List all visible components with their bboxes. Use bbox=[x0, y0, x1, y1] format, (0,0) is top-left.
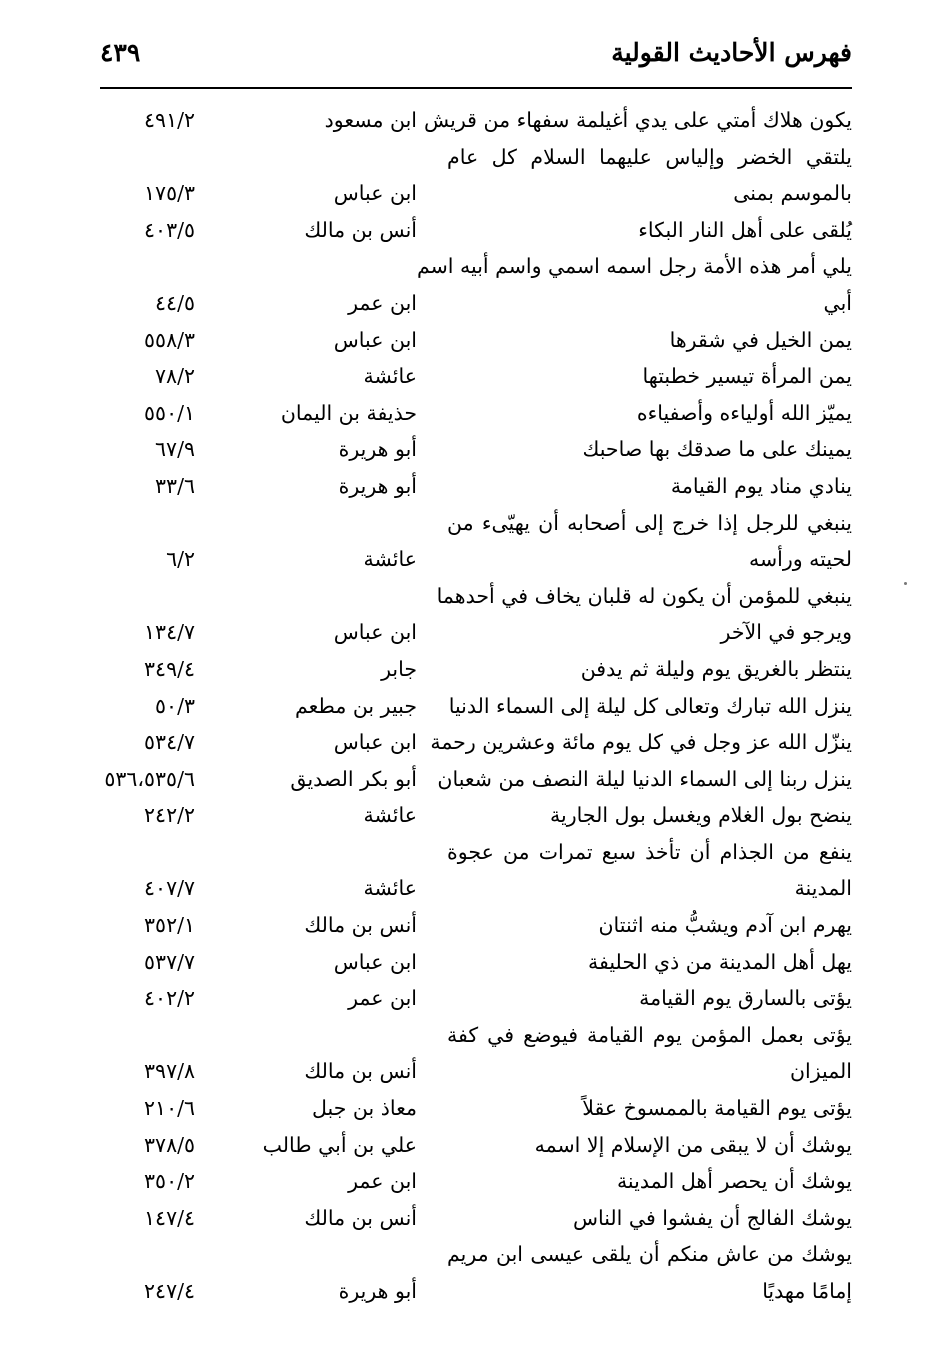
hadith-text: لحيته ورأسه bbox=[748, 547, 852, 572]
narrator-name: أنس بن مالك bbox=[304, 1059, 417, 1084]
index-entry bbox=[100, 651, 852, 688]
volume-page-reference: ٢٤٧/٤ bbox=[144, 1279, 195, 1303]
volume-page-reference: ٦/٢ bbox=[166, 547, 195, 572]
hadith-text: يؤتى يوم القيامة بالممسوخ عقلاً bbox=[582, 1096, 852, 1121]
entry-line bbox=[100, 1236, 852, 1273]
volume-page-reference: ٣٣/٦ bbox=[155, 473, 195, 498]
volume-page-reference: ٤٤/٥ bbox=[155, 290, 195, 315]
running-title: فهرس الأحاديث القولية bbox=[611, 38, 852, 67]
volume-page-reference: ١٤٧/٤ bbox=[144, 1205, 195, 1230]
volume-page-reference: ٧٨/٢ bbox=[155, 364, 195, 389]
entry-line bbox=[100, 1200, 852, 1237]
entry-line bbox=[100, 212, 852, 249]
volume-page-reference: ٢١٠/٦ bbox=[144, 1096, 195, 1121]
entry-line bbox=[100, 1163, 852, 1200]
narrator-name: حذيفة بن اليمان bbox=[280, 400, 417, 425]
page-header bbox=[100, 30, 852, 80]
entry-line bbox=[100, 651, 852, 688]
narrator-name: أبو هريرة bbox=[338, 437, 417, 462]
hadith-text: يمن الخيل في شقرها bbox=[669, 327, 852, 352]
volume-page-reference: ٥٣٧/٧ bbox=[144, 949, 195, 974]
hadith-text: ينبغي للرجل إذا خرج إلى أصحابه أن يهيّىء من bbox=[447, 510, 852, 535]
entry-line bbox=[100, 505, 852, 542]
entry-line bbox=[100, 797, 852, 834]
narrator-name: عائشة bbox=[363, 803, 417, 828]
narrator-name: ابن عمر bbox=[348, 986, 417, 1011]
index-entry bbox=[100, 139, 852, 212]
hadith-text: ويرجو في الآخر bbox=[720, 620, 852, 645]
index-entry bbox=[100, 395, 852, 432]
entry-line bbox=[100, 102, 852, 139]
volume-page-reference: ٣٧٨/٥ bbox=[144, 1132, 195, 1157]
hadith-text: ينضح بول الغلام ويغسل بول الجارية bbox=[550, 803, 852, 828]
index-entry bbox=[100, 468, 852, 505]
index-entry bbox=[100, 761, 852, 798]
hadith-text: يوشك الفالج أن يفشوا في الناس bbox=[572, 1205, 852, 1230]
hadith-text: يمن المرأة تيسير خطبتها bbox=[642, 364, 852, 389]
entry-line bbox=[100, 1090, 852, 1127]
entry-line bbox=[100, 358, 852, 395]
header-divider bbox=[100, 87, 852, 89]
hadith-text: ينفع من الجذام أن تأخذ سبع تمرات من عجوة bbox=[447, 839, 852, 864]
volume-page-reference: ٢٤٢/٢ bbox=[144, 803, 195, 828]
volume-page-reference: ٤٩١/٢ bbox=[144, 108, 195, 132]
index-entry bbox=[100, 1200, 852, 1237]
entry-line bbox=[100, 285, 852, 322]
index-entry bbox=[100, 212, 852, 249]
index-entry bbox=[100, 834, 852, 907]
entry-line bbox=[100, 139, 852, 176]
narrator-name: جابر bbox=[381, 656, 417, 681]
hadith-text: يكون هلاك أمتي على يدي أغيلمة سفهاء من قريش bbox=[424, 108, 852, 132]
hadith-text: يوشك من عاش منكم أن يلقى عيسى ابن مريم bbox=[447, 1242, 852, 1267]
hadith-text: يهل أهل المدينة من ذي الحليفة bbox=[588, 949, 852, 974]
narrator-name: ابن مسعود bbox=[324, 108, 417, 132]
entry-line bbox=[100, 468, 852, 505]
hadith-text: ينزّل الله عز وجل في كل يوم مائة وعشرين رحمة bbox=[430, 730, 852, 755]
entry-line bbox=[100, 834, 852, 871]
volume-page-reference: ٥٠/٣ bbox=[155, 693, 195, 718]
narrator-name: عائشة bbox=[363, 876, 417, 901]
entry-line bbox=[100, 724, 852, 761]
index-entry bbox=[100, 1163, 852, 1200]
narrator-name: أبو هريرة bbox=[338, 1279, 417, 1303]
narrator-name: ابن عباس bbox=[333, 620, 417, 645]
volume-page-reference: ٥٣٦،٥٣٥/٦ bbox=[104, 766, 195, 791]
entry-line bbox=[100, 541, 852, 578]
index-entry bbox=[100, 431, 852, 468]
index-entry bbox=[100, 102, 852, 139]
narrator-name: ابن عباس bbox=[333, 949, 417, 974]
hadith-text: ينادي مناد يوم القيامة bbox=[670, 473, 852, 498]
volume-page-reference: ٦٧/٩ bbox=[155, 437, 195, 462]
index-entry bbox=[100, 944, 852, 981]
hadith-index-list bbox=[100, 102, 852, 1310]
hadith-text: ينزل الله تبارك وتعالى كل ليلة إلى السماء الدنيا bbox=[448, 693, 852, 718]
volume-page-reference: ٥٥٨/٣ bbox=[144, 327, 195, 352]
entry-line bbox=[100, 1273, 852, 1310]
entry-line bbox=[100, 944, 852, 981]
entry-line bbox=[100, 761, 852, 798]
narrator-name: ابن عباس bbox=[333, 181, 417, 206]
page-number: ٤٣٩ bbox=[100, 38, 141, 67]
narrator-name: أبو هريرة bbox=[338, 473, 417, 498]
index-entry bbox=[100, 1017, 852, 1090]
entry-line bbox=[100, 980, 852, 1017]
hadith-text: يوشك أن يحصر أهل المدينة bbox=[616, 1169, 852, 1194]
narrator-name: ابن عمر bbox=[348, 1169, 417, 1194]
volume-page-reference: ٣٤٩/٤ bbox=[144, 656, 195, 681]
volume-page-reference: ١٣٤/٧ bbox=[144, 620, 195, 645]
hadith-text: يُلقى على أهل النار البكاء bbox=[638, 217, 852, 242]
narrator-name: عائشة bbox=[363, 364, 417, 389]
entry-line bbox=[100, 907, 852, 944]
hadith-text: يمينك على ما صدقك بها صاحبك bbox=[582, 437, 852, 462]
hadith-text: يلتقي الخضر وإلياس عليهما السلام كل عام bbox=[447, 144, 852, 169]
volume-page-reference: ٣٥٠/٢ bbox=[144, 1169, 195, 1194]
hadith-text: ينتظر بالغريق يوم وليلة ثم يدفن bbox=[580, 656, 852, 681]
entry-line bbox=[100, 688, 852, 725]
narrator-name: ابن عباس bbox=[333, 327, 417, 352]
narrator-name: أنس بن مالك bbox=[304, 217, 417, 242]
index-entry bbox=[100, 322, 852, 359]
hadith-text: يميّز الله أولياءه وأصفياءه bbox=[636, 400, 852, 425]
hadith-text: يلي أمر هذه الأمة رجل اسمه اسمي واسم أبيه اسم bbox=[416, 254, 852, 279]
entry-line bbox=[100, 870, 852, 907]
narrator-name: علي بن أبي طالب bbox=[262, 1132, 417, 1157]
index-entry bbox=[100, 688, 852, 725]
narrator-name: أنس بن مالك bbox=[304, 1205, 417, 1230]
entry-line bbox=[100, 175, 852, 212]
entry-line bbox=[100, 1053, 852, 1090]
hadith-text: ينزل ربنا إلى السماء الدنيا ليلة النصف من شعبان bbox=[437, 766, 852, 791]
narrator-name: ابن عباس bbox=[333, 730, 417, 755]
narrator-name: عائشة bbox=[363, 547, 417, 572]
entry-line bbox=[100, 322, 852, 359]
narrator-name: معاذ بن جبل bbox=[312, 1096, 417, 1121]
volume-page-reference: ٤٠٧/٧ bbox=[144, 876, 195, 901]
volume-page-reference: ٣٥٢/١ bbox=[144, 913, 195, 938]
index-entry bbox=[100, 578, 852, 651]
entry-line bbox=[100, 395, 852, 432]
hadith-text: يوشك أن لا يبقى من الإسلام إلا اسمه bbox=[534, 1132, 852, 1157]
volume-page-reference: ٤٠٢/٢ bbox=[144, 986, 195, 1011]
hadith-text: أبي bbox=[823, 290, 852, 315]
index-entry bbox=[100, 797, 852, 834]
volume-page-reference: ٣٩٧/٨ bbox=[144, 1059, 195, 1084]
entry-line bbox=[100, 1127, 852, 1164]
volume-page-reference: ١٧٥/٣ bbox=[144, 181, 195, 206]
narrator-name: جبير بن مطعم bbox=[294, 693, 417, 718]
volume-page-reference: ٥٣٤/٧ bbox=[144, 730, 195, 755]
hadith-text: ينبغي للمؤمن أن يكون له قلبان يخاف في أحدهما bbox=[436, 583, 852, 608]
hadith-text: بالموسم بمنى bbox=[733, 181, 852, 206]
entry-line bbox=[100, 431, 852, 468]
entry-line bbox=[100, 578, 852, 615]
entry-line bbox=[100, 248, 852, 285]
hadith-text: المدينة bbox=[794, 876, 852, 901]
index-entry bbox=[100, 1090, 852, 1127]
index-entry bbox=[100, 358, 852, 395]
index-entry bbox=[100, 248, 852, 321]
hadith-text: إمامًا مهديًا bbox=[762, 1279, 852, 1303]
hadith-text: يؤتى بعمل المؤمن يوم القيامة فيوضع في كفة bbox=[447, 1022, 852, 1047]
index-entry bbox=[100, 907, 852, 944]
index-entry bbox=[100, 1127, 852, 1164]
hadith-text: يؤتى بالسارق يوم القيامة bbox=[639, 986, 852, 1011]
narrator-name: أبو بكر الصديق bbox=[290, 766, 417, 791]
index-entry bbox=[100, 724, 852, 761]
narrator-name: أنس بن مالك bbox=[304, 913, 417, 938]
volume-page-reference: ٥٥٠/١ bbox=[144, 400, 195, 425]
margin-speck bbox=[904, 582, 907, 585]
index-entry bbox=[100, 980, 852, 1017]
entry-line bbox=[100, 1017, 852, 1054]
index-entry bbox=[100, 505, 852, 578]
hadith-text: يهرم ابن آدم ويشبُّ منه اثنتان bbox=[598, 913, 852, 938]
hadith-text: الميزان bbox=[789, 1059, 852, 1084]
narrator-name: ابن عمر bbox=[348, 290, 417, 315]
entry-line bbox=[100, 614, 852, 651]
volume-page-reference: ٤٠٣/٥ bbox=[144, 217, 195, 242]
index-entry bbox=[100, 1236, 852, 1309]
